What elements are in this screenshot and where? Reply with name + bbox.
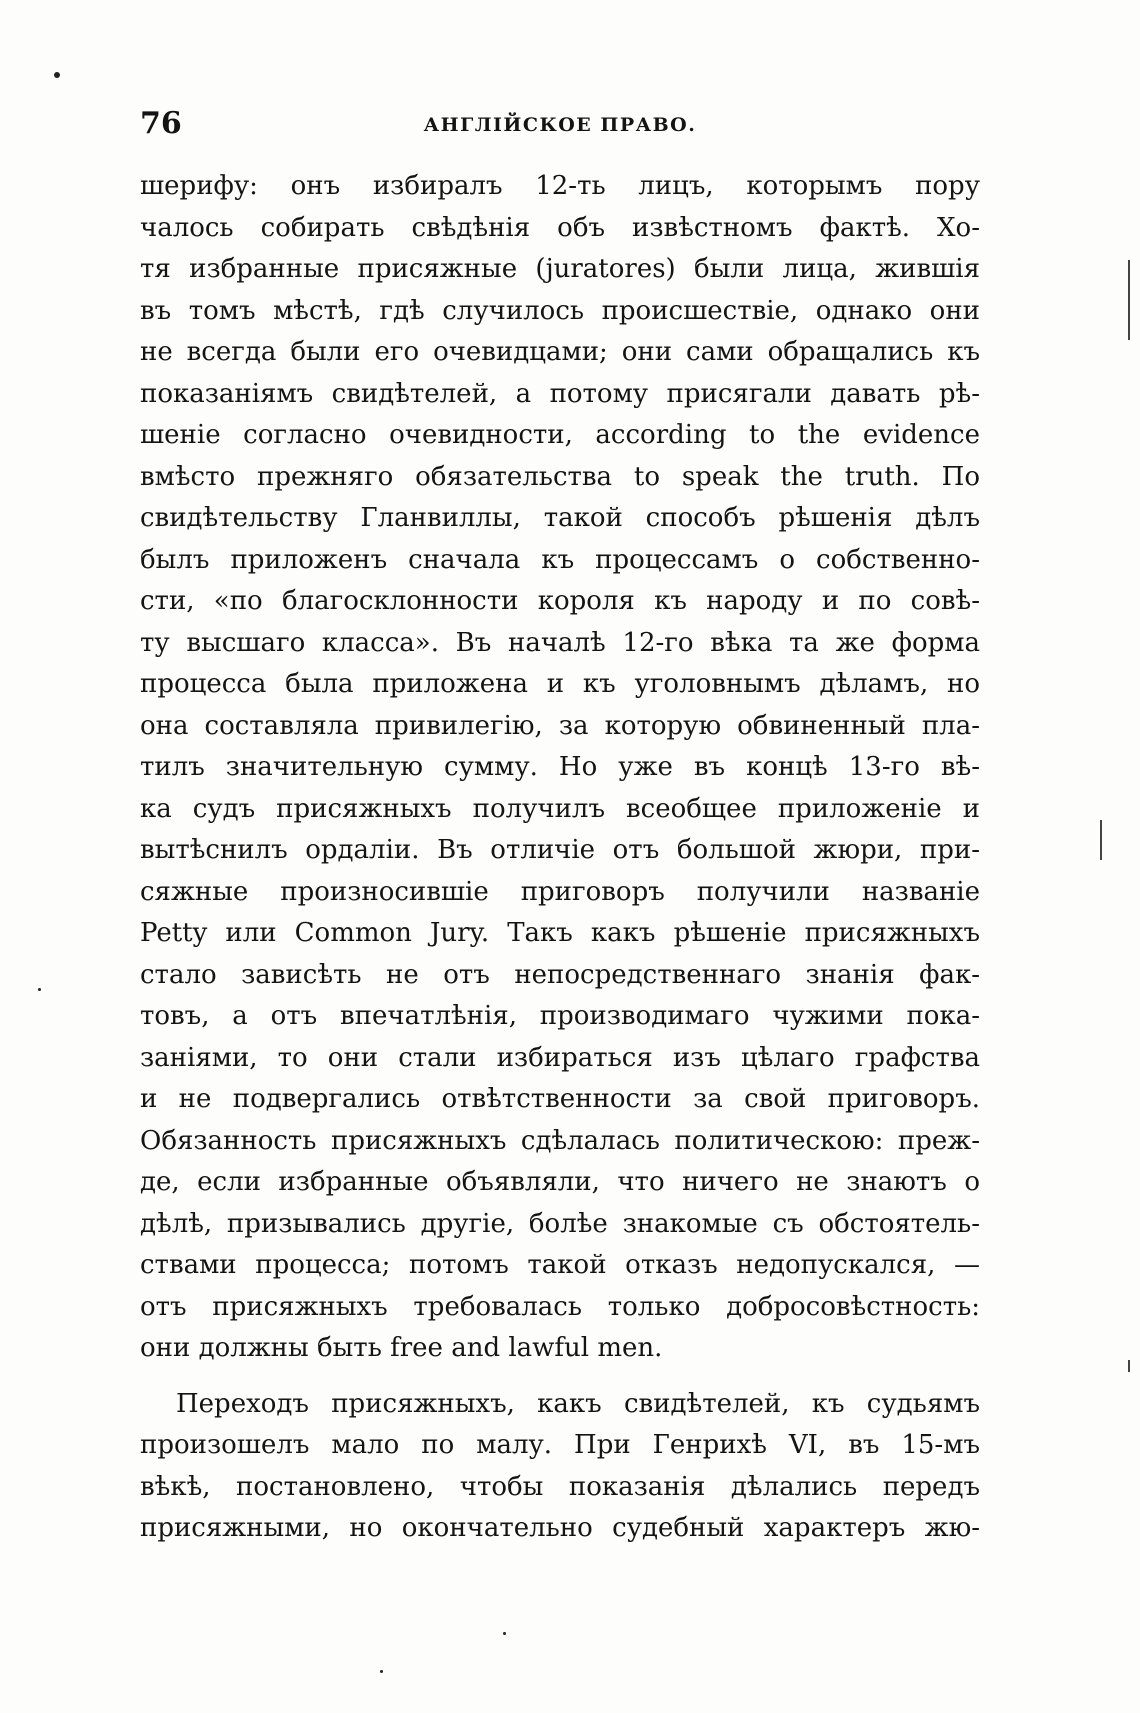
- scan-speck: [38, 988, 41, 991]
- scan-edge-mark: [1100, 820, 1102, 860]
- text-line: тя избранные присяжные (juratores) были лица, жившія: [140, 254, 980, 284]
- text-line: не всегда были его очевидцами; они сами обращались къ: [140, 337, 980, 367]
- text-line: отъ присяжныхъ требовалась только добросовѣстность:: [140, 1291, 980, 1322]
- text-line: товъ, а отъ впечатлѣнія, производимаго чужими пока-: [140, 1001, 980, 1031]
- text-line: стало зависѣть не отъ непосредственнаго знанія фак-: [140, 959, 980, 990]
- text-line: Переходъ присяжныхъ, какъ свидѣтелей, къ судьямъ: [176, 1388, 980, 1419]
- text-line: дѣлѣ, призывались другіе, болѣе знакомые съ обстоятель-: [140, 1208, 980, 1239]
- scan-speck: [503, 1632, 506, 1635]
- text-line: и не подвергались отвѣтственности за свой приговоръ.: [140, 1084, 980, 1114]
- text-line: они должны быть free and lawful men.: [140, 1333, 663, 1363]
- scan-speck: [380, 1670, 383, 1673]
- text-line: Petty или Common Jury. Такъ какъ рѣшеніе присяжныхъ: [140, 918, 980, 948]
- scan-edge-mark: [1128, 1360, 1130, 1372]
- text-line: вѣкѣ, постановлено, чтобы показанія дѣлались передъ: [140, 1471, 980, 1502]
- text-line: Обязанность присяжныхъ сдѣлалась политическою: преж-: [140, 1125, 980, 1156]
- text-line: показаніямъ свидѣтелей, а потому присягали давать рѣ-: [140, 378, 980, 409]
- text-line: шеніе согласно очевидности, according to the evidence: [140, 420, 980, 450]
- paragraph-gap: [140, 1370, 980, 1384]
- text-line: она составляла привилегію, за которую обвиненный пла-: [140, 710, 980, 741]
- text-line: тилъ значительную сумму. Но уже въ концѣ 13-го вѣ-: [140, 752, 980, 782]
- running-title: АНГЛІЙСКОЕ ПРАВО.: [423, 114, 697, 136]
- text-line: сяжные произносившіе приговоръ получили названіе: [140, 876, 980, 907]
- text-line: де, если избранные объявляли, что ничего не знаютъ о: [140, 1167, 980, 1197]
- text-line: вмѣсто прежняго обязательства to speak the truth. По: [140, 461, 980, 492]
- text-line: заніями, то они стали избираться изъ цѣлаго графства: [140, 1042, 980, 1073]
- text-line: присяжными, но окончательно судебный характеръ жю-: [140, 1513, 980, 1543]
- text-line: чалось собирать свѣдѣнія объ извѣстномъ фактѣ. Хо-: [140, 212, 980, 243]
- text-line: сти, «по благосклонности короля къ народу и по совѣ-: [140, 586, 980, 616]
- body-text: [140, 166, 980, 1550]
- text-line: ту высшаго класса». Въ началѣ 12-го вѣка та же форма: [140, 627, 980, 658]
- text-line: произошелъ мало по малу. При Генрихѣ VI, въ 15-мъ: [140, 1430, 980, 1460]
- page-header: [140, 104, 980, 148]
- text-line: свидѣтельству Гланвиллы, такой способъ рѣшенія дѣлъ: [140, 503, 980, 533]
- scan-edge-mark: [1128, 260, 1130, 340]
- text-line: былъ приложенъ сначала къ процессамъ о собственно-: [140, 544, 980, 575]
- text-line: ка судъ присяжныхъ получилъ всеобщее приложеніе и: [140, 793, 980, 824]
- text-line: процесса была приложена и къ уголовнымъ дѣламъ, но: [140, 669, 980, 699]
- page-number: 76: [140, 106, 182, 141]
- text-line: въ томъ мѣстѣ, гдѣ случилось происшествіе, однако они: [140, 295, 980, 326]
- text-line: вытѣснилъ ордаліи. Въ отличіе отъ большой жюри, при-: [140, 835, 980, 865]
- text-line: шерифу: онъ избиралъ 12-ть лицъ, которымъ пору: [140, 171, 980, 201]
- text-line: ствами процесса; потомъ такой отказъ недопускался, —: [140, 1250, 980, 1280]
- scan-speck: [54, 72, 60, 78]
